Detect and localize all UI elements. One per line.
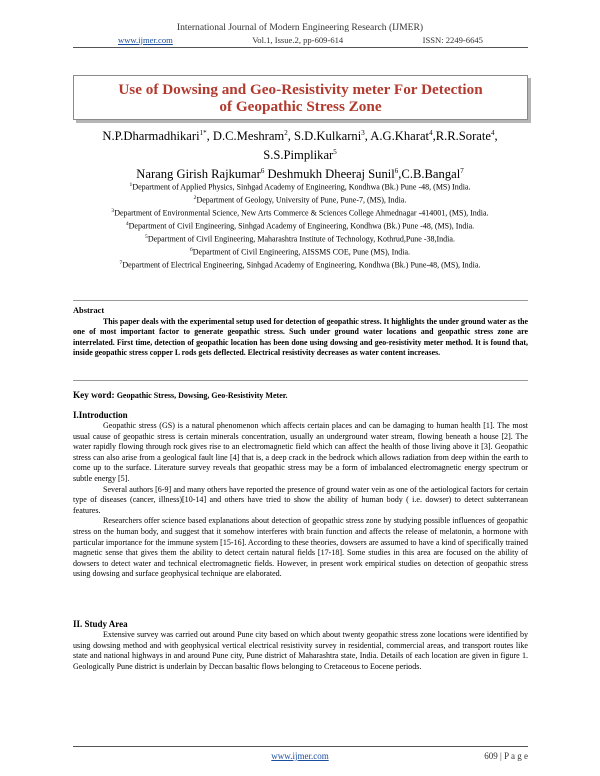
affiliation-item bbox=[40, 193, 560, 206]
affiliation-text: Department of Civil Engineering, AISSMS COE, Pune (MS), India. bbox=[192, 247, 411, 257]
author-name: N.P.Dharmadhikari bbox=[102, 129, 200, 144]
affiliation-item bbox=[40, 206, 560, 219]
keywords-label: Key word: bbox=[73, 390, 115, 400]
affiliation-sup: 3 bbox=[111, 208, 115, 215]
affiliation-sup: 1 bbox=[129, 182, 133, 188]
affiliation-item bbox=[40, 219, 560, 232]
author-name: Deshmukh Dheeraj Sunil bbox=[264, 167, 395, 182]
affiliation-text: Department of Civil Engineering, Sinhgad Academy of Engineering, Kondhwa (Bk.) Pune -48, (MS), India. bbox=[128, 221, 475, 231]
author-sup: 1* bbox=[199, 129, 207, 137]
affiliation-list bbox=[40, 180, 560, 271]
abstract-bottom-divider bbox=[73, 380, 528, 381]
author-sup: 4 bbox=[490, 129, 495, 137]
intro-paragraph-3: Researchers offer science based explanations about detection of geopathic stress zone by studying possible influences of geopathic stress on the human body, and suggest that it somehow interferes with brain function and affects the release of melatonin, a hormone with particular importance for the immune system [15-16]. According to these theories, dowsers are assumed to have a kind of specifically trained magnetic sense that gives them the ability to detect certain natural fields [17-18]. Some studies in this area are focused on the ability of dowsers to detect water and technical electromagnetic fields. However, in present work empirical studies on detection of geopathic stress using dowsing and surface geophysical technique are elaborated. bbox=[73, 516, 528, 579]
affiliation-sup: 5 bbox=[145, 234, 148, 241]
affiliation-item bbox=[40, 258, 560, 271]
author-name: ,R.R.Sorate bbox=[432, 129, 491, 144]
author-sup: 3 bbox=[361, 129, 365, 137]
study-area-paragraph: Extensive survey was carried out around Pune city based on which about twenty geopathic stress zone locations were identified by using dowsing method and with geophysical vertical electrical resistivity survey in residential, commercial areas, and transport routes like state and national highways in and around Pune city, Pune district of Maharashtra state, India. Details of each location are given in figure 1. Geologically Pune district is underlain by Deccan basaltic flows belonging to Cretaceous to Eocene periods. bbox=[73, 630, 528, 671]
introduction-heading: I.Introduction bbox=[73, 410, 128, 420]
author-name: , D.C.Meshram bbox=[206, 129, 285, 144]
header-divider bbox=[73, 47, 528, 48]
author-name: ,C.B.Bangal bbox=[398, 167, 461, 182]
author-name: , A.G.Kharat bbox=[364, 129, 430, 144]
keywords-line bbox=[73, 390, 528, 402]
author-sup: 6 bbox=[394, 167, 399, 176]
page-number: 609 | P a g e bbox=[484, 751, 528, 761]
affiliation-item bbox=[40, 232, 560, 245]
author-name: , S.D.Kulkarni bbox=[287, 129, 362, 144]
paper-title: Use of Dowsing and Geo-Resistivity meter For Detection of Geopathic Stress Zone bbox=[118, 80, 483, 115]
study-area-heading: II. Study Area bbox=[73, 619, 128, 629]
affiliation-text: Department of Applied Physics, Sinhgad Academy of Engineering, Kondhwa (Bk.) Pune -48, (MS) India. bbox=[132, 182, 471, 192]
author-sup: 4 bbox=[429, 129, 433, 137]
author-line-2 bbox=[40, 144, 560, 163]
affiliation-sup: 7 bbox=[119, 260, 123, 267]
author-name: S.S.Pimplikar bbox=[263, 148, 334, 163]
introduction-section bbox=[73, 409, 528, 580]
affiliation-sup: 6 bbox=[189, 247, 193, 254]
abstract-section bbox=[73, 306, 528, 359]
affiliation-sup: 2 bbox=[193, 195, 197, 202]
author-separator: , bbox=[494, 129, 498, 144]
journal-issn: ISSN: 2249-6645 bbox=[422, 35, 483, 45]
abstract-text: This paper deals with the experimental setup used for detection of geopathic stress. It highlights the under ground water as the one of most important factor to generate geopathic stress. Such under ground water locations and geopathic stress zone are interrelated. First time, detection of geopathic location has been done using dowsing and geo-resistivity meter method. It is found that, inside geopathic stress copper L rods gets deflected. Electrical resistivity decreases as water content increases. bbox=[73, 316, 529, 358]
footer-divider bbox=[73, 746, 528, 747]
abstract-top-divider bbox=[73, 300, 528, 301]
affiliation-text: Department of Electrical Engineering, Sinhgad Academy of Engineering, Kondhwa (Bk.) Pune-48, (MS), India. bbox=[122, 261, 481, 271]
author-sup: 7 bbox=[460, 167, 464, 176]
abstract-heading: Abstract bbox=[73, 306, 105, 315]
author-sup: 6 bbox=[260, 167, 265, 176]
intro-paragraph-1: Geopathic stress (GS) is a natural phenomenon which affects certain places and can be damaging to human health [1]. The most usual cause of geopathic stress is certain minerals concentration, usually an underground water stream, flowing beneath a house [2]. The water rapidly flowing through rock gives rise to an electromagnetic field which can affect the health of those living above it [3]. Geopathic stress can also arise from a geological fault line [4] that is, a deep crack in the bedrock which allows radiation from deep within the earth to come up to the surface. Literature survey reveals that geopathic stress may be a form of imbalanced electromagnetic energy spectrum or subtle energy [5]. bbox=[73, 421, 528, 483]
title-box bbox=[73, 75, 528, 120]
affiliation-text: Department of Environmental Science, New Arts Commerce & Sciences College Ahmednagar -414001, (MS), India. bbox=[114, 208, 489, 218]
keywords-value: Geopathic Stress, Dowsing, Geo-Resistivity Meter. bbox=[116, 391, 288, 400]
journal-name: International Journal of Modern Engineering Research (IJMER) bbox=[176, 22, 424, 33]
study-area-section bbox=[73, 618, 528, 672]
author-sup: 5 bbox=[333, 148, 337, 157]
affiliation-text: Department of Civil Engineering, Maharashtra Institute of Technology, Kothrud,Pune -38,India. bbox=[147, 234, 455, 244]
author-line-1 bbox=[40, 125, 560, 144]
intro-paragraph-2: Several authors [6-9] and many others have reported the presence of ground water vein as one of the aetiological factors for certain type of diseases (cancer, illness)[10-14] and others have tried to show the ability of human body ( i.e. dowser) to detect subterranean features. bbox=[73, 484, 528, 515]
author-name: Narang Girish Rajkumar bbox=[136, 167, 261, 182]
footer-url-link[interactable]: www.ijmer.com bbox=[271, 751, 329, 761]
journal-volume: Vol.1, Issue.2, pp-609-614 bbox=[252, 35, 344, 45]
author-sup: 2 bbox=[284, 129, 288, 137]
journal-info-line bbox=[118, 35, 483, 45]
affiliation-sup: 4 bbox=[125, 221, 129, 228]
journal-url-link[interactable]: www.ijmer.com bbox=[118, 35, 173, 45]
affiliation-item bbox=[40, 245, 560, 258]
affiliation-item bbox=[40, 180, 560, 193]
author-list bbox=[40, 125, 560, 183]
affiliation-text: Department of Geology, University of Pune, Pune-7, (MS), India. bbox=[196, 195, 407, 205]
